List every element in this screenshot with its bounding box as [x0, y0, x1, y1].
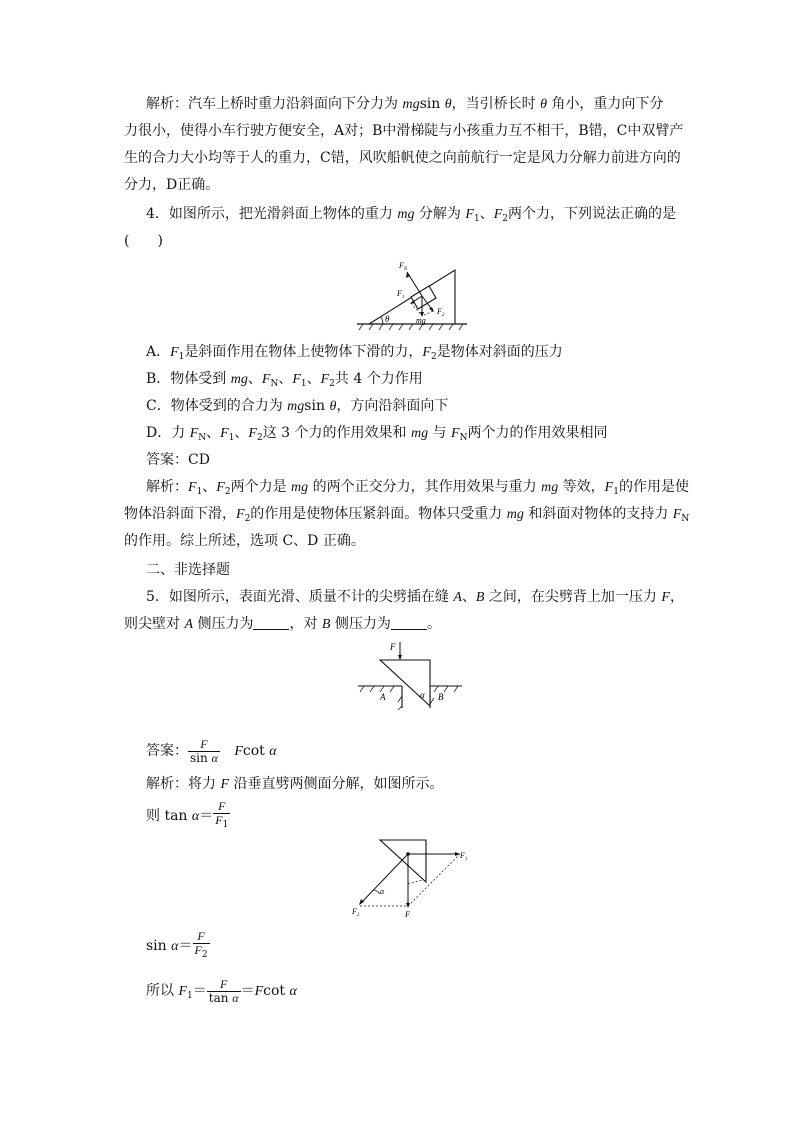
q4-analysis-line1: 解析：$F_1$、$F_2$两个力是 mg 的两个正交分力，其作用效果与重力 mg 等效，$F_1$的作用是使 — [146, 479, 689, 497]
ground-hatch — [359, 324, 463, 330]
q4-option-b: B．物体受到 mg、$F_N$、$F_1$、$F_2$共 4 个力作用 — [146, 371, 423, 389]
svg-text:A: A — [380, 692, 386, 702]
q4-option-d: D．力 $F_N$、$F_1$、$F_2$这 3 个力的作用效果和 mg 与 $F_N$两个力的作用效果相同 — [146, 425, 608, 443]
q5-answer: 答案： $\frac{F}{\text{sin α}}$ Fcot α — [146, 736, 277, 765]
q4-option-c: C．物体受到的合力为 mgsin θ，方向沿斜面向下 — [146, 398, 449, 414]
decomposition-figure — [350, 836, 476, 920]
q5-analysis-line1: 解析：将力 F 沿垂直劈两侧面分解，如图所示。 — [146, 776, 444, 792]
svg-text:F2: $F_2$ — [437, 307, 445, 318]
fraction: $\frac{F}{F_1}$ — [215, 799, 229, 830]
q4-stem: 4．如图所示，把光滑斜面上物体的重力 mg 分解为 $F_1$、$F_2$两个力，下列说法正确的是 — [146, 206, 676, 224]
svg-text:B: B — [438, 692, 444, 702]
q5-conclusion: 所以 $F_1=$ $\frac{F}{\text{tan α}}$ ＝Fcot α — [146, 976, 297, 1005]
q5-sin-eq: sin α＝ $\frac{F}{F_2}$ — [146, 929, 208, 960]
q4-option-a: A．$F_1$是斜面作用在物体上使物体下滑的力，$F_2$是物体对斜面的压力 — [146, 344, 563, 362]
fraction: $\frac{F}{\text{tan α}}$ — [208, 976, 239, 1005]
fraction: $\frac{F}{F_2}$ — [194, 929, 208, 960]
svg-text:θ: θ — [385, 314, 390, 324]
f2-arrow — [360, 854, 408, 904]
answer-blank-a — [253, 615, 289, 630]
analysis3-line1: 解析：汽车上桥时重力沿斜面向下分力为 mgsin θ，当引桥长时 θ 角小，重力向下分 — [146, 96, 664, 112]
q4-paren: ( ) — [124, 233, 163, 249]
svg-text:F1: $F_1$ — [397, 289, 405, 300]
q5-stem-line2: 则尖壁对 A 侧压力为 ，对 B 侧压力为 。 — [124, 616, 441, 632]
q5-tan-eq: 则 tan α＝ $\frac{F}{F_1}$ — [146, 799, 229, 830]
analysis3-line4: 分力，D正确。 — [124, 177, 220, 193]
answer-blank-b — [391, 615, 427, 630]
q4-analysis-line3: 的作用。综上所述，选项 C、D 正确。 — [124, 533, 365, 549]
svg-text:F1: $F_1$ — [460, 851, 468, 862]
svg-text:FN: $F_N$ — [399, 261, 408, 272]
fraction: $\frac{F}{\text{sin α}}$ — [190, 736, 218, 765]
section-title: 二、非选择题 — [146, 562, 230, 578]
svg-text:α: α — [420, 690, 425, 700]
svg-text:α: α — [380, 887, 385, 896]
svg-text:mg: mg — [416, 316, 426, 325]
q4-analysis-line2: 物体沿斜面下滑，$F_2$的作用是使物体压紧斜面。物体只受重力 mg 和斜面对物体的支持力 $F_N$ — [124, 506, 690, 524]
q4-answer: 答案：CD — [146, 452, 210, 468]
analysis3-line2: 力很小，使得小车行驶方便安全，A对；B中滑梯陡与小孩重力互不相干，B错，C中双臂产 — [124, 123, 684, 139]
angle-arc — [381, 317, 383, 324]
svg-text:F2: $F_2$ — [352, 907, 360, 918]
svg-text:F: F — [390, 642, 396, 652]
svg-text:F: F — [405, 910, 410, 919]
wedge-figure — [352, 640, 467, 712]
q5-stem-line1: 5．如图所示，表面光滑、质量不计的尖劈插在缝 A、B 之间，在尖劈背上加一压力 F， — [146, 589, 684, 605]
incline-figure — [355, 254, 470, 332]
analysis3-line3: 生的合力大小均等于人的重力，C错，风吹船帆使之向前航行一定是风力分解力前进方向的 — [124, 150, 681, 166]
